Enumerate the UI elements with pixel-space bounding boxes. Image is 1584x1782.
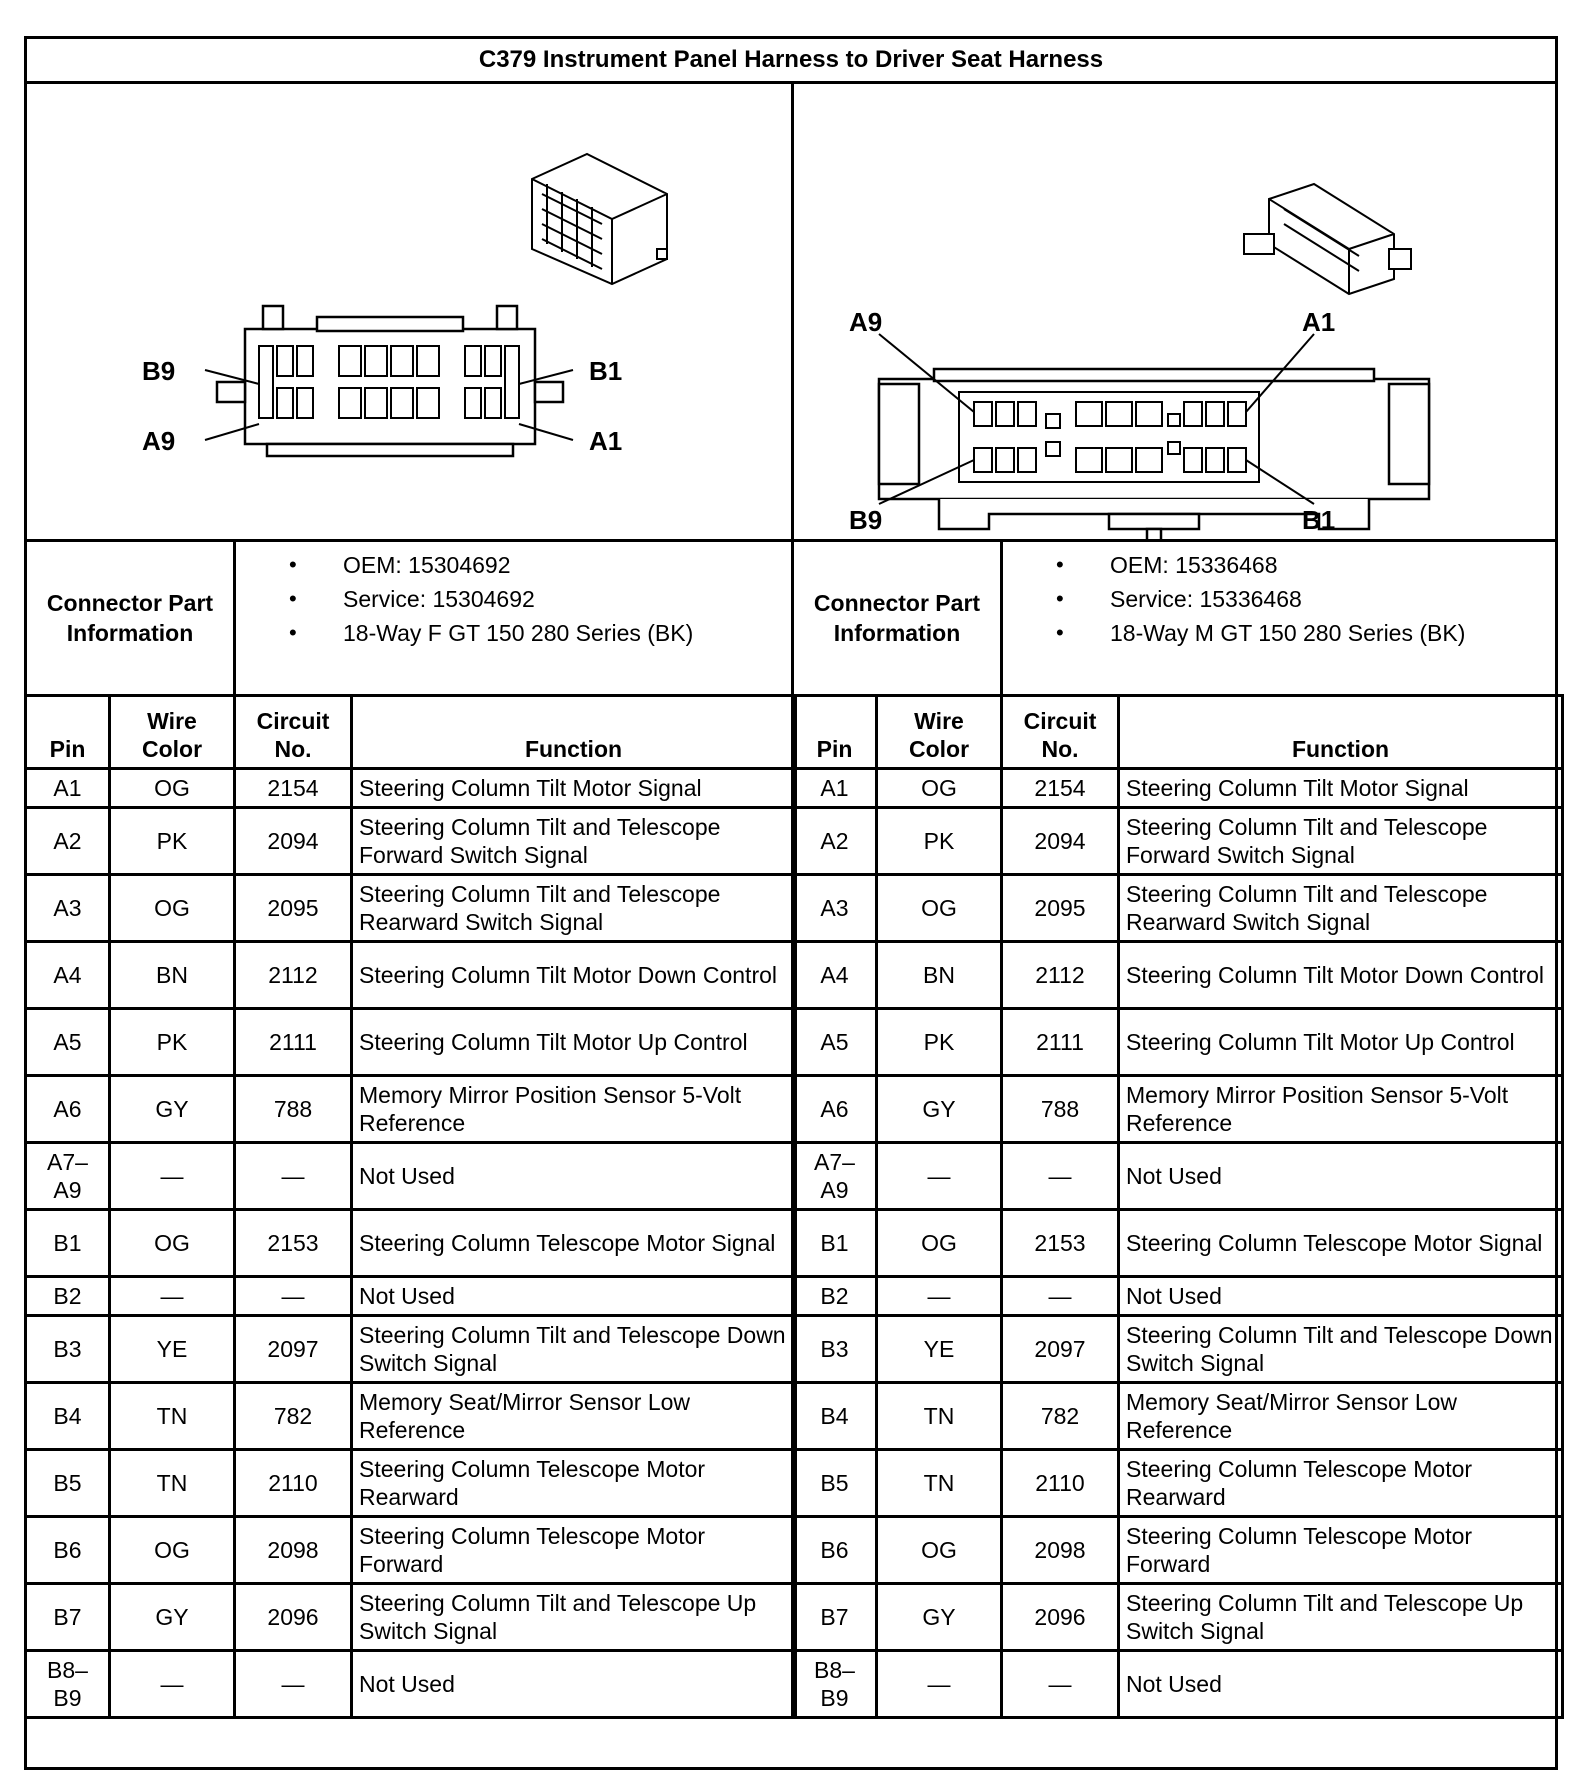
function-cell: Steering Column Tilt and Telescope Forward Switch Signal (1119, 808, 1563, 875)
function-cell: Steering Column Telescope Motor Forward (1119, 1517, 1563, 1584)
wire-color-cell: — (110, 1277, 235, 1316)
wire-color-cell: TN (877, 1383, 1002, 1450)
pin-cell: A2 (26, 808, 110, 875)
pin-label-top-right: A1 (1302, 307, 1336, 337)
circuit-cell: 2096 (235, 1584, 352, 1651)
circuit-cell: 2095 (235, 875, 352, 942)
pin-cell: B3 (793, 1316, 877, 1383)
function-cell: Steering Column Tilt and Telescope Up Switch Signal (352, 1584, 796, 1651)
pin-cell: B6 (793, 1517, 877, 1584)
pin-cell: A7– A9 (793, 1143, 877, 1210)
table-row (26, 769, 796, 808)
connector-drawing-left (27, 84, 794, 539)
pin-cell: B7 (793, 1584, 877, 1651)
circuit-cell: 2153 (235, 1210, 352, 1277)
wire-color-cell: PK (110, 808, 235, 875)
wire-color-cell: YE (877, 1316, 1002, 1383)
circuit-cell: 782 (1002, 1383, 1119, 1450)
circuit-cell: 2097 (1002, 1316, 1119, 1383)
pin-cell: B3 (26, 1316, 110, 1383)
pin-cell: B1 (793, 1210, 877, 1277)
connector-description: • 18-Way M GT 150 280 Series (BK) (1003, 616, 1465, 650)
circuit-cell: 2098 (235, 1517, 352, 1584)
circuit-cell: — (235, 1277, 352, 1316)
table-header-row (793, 696, 1563, 769)
pin-cell: B8– B9 (26, 1651, 110, 1718)
circuit-cell: — (235, 1143, 352, 1210)
table-row (793, 1210, 1563, 1277)
circuit-cell: 2096 (1002, 1584, 1119, 1651)
oem-number: • OEM: 15304692 (236, 548, 693, 582)
connector-face-view (217, 306, 563, 456)
service-number: • Service: 15304692 (236, 582, 693, 616)
circuit-cell: 2095 (1002, 875, 1119, 942)
pin-cell: A4 (793, 942, 877, 1009)
male-connector-illustration (794, 84, 1558, 539)
table-header-row (26, 696, 796, 769)
circuit-cell: 782 (235, 1383, 352, 1450)
wire-color-cell: OG (877, 1210, 1002, 1277)
connector-drawing-right (794, 84, 1558, 539)
pin-cell: A4 (26, 942, 110, 1009)
wire-color-cell: OG (110, 769, 235, 808)
circuit-cell: 2094 (235, 808, 352, 875)
table-row (793, 1009, 1563, 1076)
pin-cell: B4 (793, 1383, 877, 1450)
function-cell: Not Used (1119, 1651, 1563, 1718)
table-row (793, 1517, 1563, 1584)
wire-color-cell: — (110, 1651, 235, 1718)
wire-color-cell: BN (110, 942, 235, 1009)
pin-label-top-left: B9 (142, 356, 176, 386)
circuit-cell: — (1002, 1651, 1119, 1718)
table-row (26, 1009, 796, 1076)
oem-number: • OEM: 15336468 (1003, 548, 1465, 582)
wire-color-cell: OG (110, 875, 235, 942)
circuit-cell: 2154 (1002, 769, 1119, 808)
pin-cell: A1 (26, 769, 110, 808)
function-cell: Memory Mirror Position Sensor 5-Volt Reference (352, 1076, 796, 1143)
table-row (26, 1316, 796, 1383)
circuit-cell: 2094 (1002, 808, 1119, 875)
circuit-cell: 2111 (1002, 1009, 1119, 1076)
pin-cell: B8– B9 (793, 1651, 877, 1718)
table-row (793, 1277, 1563, 1316)
pin-label-bottom-right: B1 (1302, 505, 1336, 535)
pinout-rows (793, 769, 1563, 1718)
col-pin-header: Pin (26, 696, 110, 769)
pinout-table-right (791, 694, 1564, 1719)
circuit-cell: 2098 (1002, 1517, 1119, 1584)
part-info-left (27, 539, 794, 694)
table-row (26, 1584, 796, 1651)
function-cell: Steering Column Telescope Motor Signal (352, 1210, 796, 1277)
circuit-cell: 2112 (1002, 942, 1119, 1009)
function-cell: Steering Column Tilt and Telescope Down Switch Signal (352, 1316, 796, 1383)
female-connector-illustration (27, 84, 791, 539)
wire-color-cell: TN (110, 1383, 235, 1450)
wire-color-cell: TN (110, 1450, 235, 1517)
part-info-list (236, 548, 693, 650)
pin-cell: B5 (26, 1450, 110, 1517)
connector-description: • 18-Way F GT 150 280 Series (BK) (236, 616, 693, 650)
service-number: • Service: 15336468 (1003, 582, 1465, 616)
table-row (793, 1076, 1563, 1143)
col-circuit-header: Circuit No. (235, 696, 352, 769)
table-row (26, 1076, 796, 1143)
col-function-header: Function (352, 696, 796, 769)
function-cell: Steering Column Tilt and Telescope Forward Switch Signal (352, 808, 796, 875)
wire-color-cell: OG (110, 1517, 235, 1584)
table-row (793, 1316, 1563, 1383)
circuit-cell: 788 (1002, 1076, 1119, 1143)
circuit-cell: 2110 (1002, 1450, 1119, 1517)
wire-color-cell: — (877, 1143, 1002, 1210)
part-info-right (794, 539, 1558, 694)
pin-cell: A3 (26, 875, 110, 942)
pin-cell: A2 (793, 808, 877, 875)
table-row (26, 1383, 796, 1450)
function-cell: Steering Column Tilt and Telescope Down Switch Signal (1119, 1316, 1563, 1383)
wire-color-cell: OG (110, 1210, 235, 1277)
table-row (793, 1584, 1563, 1651)
circuit-cell: 788 (235, 1076, 352, 1143)
col-function-header: Function (1119, 696, 1563, 769)
function-cell: Steering Column Tilt Motor Up Control (352, 1009, 796, 1076)
pin-cell: B2 (793, 1277, 877, 1316)
function-cell: Not Used (352, 1143, 796, 1210)
wire-color-cell: PK (877, 808, 1002, 875)
circuit-cell: 2154 (235, 769, 352, 808)
function-cell: Steering Column Telescope Motor Signal (1119, 1210, 1563, 1277)
pin-label-bottom-left: A9 (142, 426, 176, 456)
pinout-table-left (24, 694, 797, 1719)
function-cell: Steering Column Tilt Motor Down Control (1119, 942, 1563, 1009)
pin-cell: A6 (793, 1076, 877, 1143)
pin-cell: B6 (26, 1517, 110, 1584)
pin-cell: B1 (26, 1210, 110, 1277)
wire-color-cell: BN (877, 942, 1002, 1009)
pin-cell: A6 (26, 1076, 110, 1143)
pinout-rows (26, 769, 796, 1718)
wire-color-cell: — (877, 1651, 1002, 1718)
circuit-cell: — (235, 1651, 352, 1718)
function-cell: Not Used (1119, 1277, 1563, 1316)
function-cell: Not Used (1119, 1143, 1563, 1210)
wire-color-cell: OG (877, 769, 1002, 808)
function-cell: Steering Column Telescope Motor Rearward (1119, 1450, 1563, 1517)
connector-3d-view-icon (532, 154, 667, 284)
part-info-label: Connector Part Information (794, 542, 1003, 694)
wire-color-cell: OG (877, 1517, 1002, 1584)
page-title: C379 Instrument Panel Harness to Driver Seat Harness (27, 39, 1555, 84)
wire-color-cell: YE (110, 1316, 235, 1383)
table-row (26, 1143, 796, 1210)
pin-label-bottom-right: A1 (589, 426, 623, 456)
function-cell: Steering Column Telescope Motor Forward (352, 1517, 796, 1584)
wire-color-cell: GY (877, 1584, 1002, 1651)
wire-color-cell: PK (110, 1009, 235, 1076)
table-row (26, 1651, 796, 1718)
table-row (26, 1517, 796, 1584)
col-circuit-header: Circuit No. (1002, 696, 1119, 769)
table-row (793, 1651, 1563, 1718)
pin-cell: B5 (793, 1450, 877, 1517)
circuit-cell: 2110 (235, 1450, 352, 1517)
col-pin-header: Pin (793, 696, 877, 769)
table-row (793, 1450, 1563, 1517)
function-cell: Memory Mirror Position Sensor 5-Volt Reference (1119, 1076, 1563, 1143)
function-cell: Steering Column Tilt and Telescope Rearward Switch Signal (1119, 875, 1563, 942)
function-cell: Memory Seat/Mirror Sensor Low Reference (1119, 1383, 1563, 1450)
pin-label-top-right: B1 (589, 356, 623, 386)
circuit-cell: — (1002, 1143, 1119, 1210)
table-row (793, 808, 1563, 875)
circuit-cell: — (1002, 1277, 1119, 1316)
wire-color-cell: OG (877, 875, 1002, 942)
circuit-cell: 2112 (235, 942, 352, 1009)
function-cell: Steering Column Telescope Motor Rearward (352, 1450, 796, 1517)
function-cell: Steering Column Tilt Motor Signal (352, 769, 796, 808)
wire-color-cell: GY (877, 1076, 1002, 1143)
table-row (26, 942, 796, 1009)
table-row (793, 1383, 1563, 1450)
connector-face-view (879, 369, 1429, 539)
function-cell: Steering Column Tilt and Telescope Up Switch Signal (1119, 1584, 1563, 1651)
pin-cell: A7– A9 (26, 1143, 110, 1210)
table-row (26, 875, 796, 942)
part-info-list (1003, 548, 1465, 650)
col-wire-color-header: Wire Color (877, 696, 1002, 769)
pin-label-top-left: A9 (849, 307, 883, 337)
part-info-label: Connector Part Information (27, 542, 236, 694)
wire-color-cell: GY (110, 1076, 235, 1143)
function-cell: Steering Column Tilt Motor Signal (1119, 769, 1563, 808)
pin-cell: A3 (793, 875, 877, 942)
pin-label-bottom-left: B9 (849, 505, 883, 535)
wire-color-cell: — (877, 1277, 1002, 1316)
function-cell: Not Used (352, 1651, 796, 1718)
wire-color-cell: PK (877, 1009, 1002, 1076)
function-cell: Steering Column Tilt and Telescope Rearward Switch Signal (352, 875, 796, 942)
function-cell: Steering Column Tilt Motor Down Control (352, 942, 796, 1009)
table-row (26, 1210, 796, 1277)
pin-cell: A1 (793, 769, 877, 808)
table-row (793, 942, 1563, 1009)
function-cell: Memory Seat/Mirror Sensor Low Reference (352, 1383, 796, 1450)
wire-color-cell: — (110, 1143, 235, 1210)
pin-cell: B7 (26, 1584, 110, 1651)
circuit-cell: 2097 (235, 1316, 352, 1383)
table-row (26, 1450, 796, 1517)
pin-cell: B2 (26, 1277, 110, 1316)
table-row (793, 1143, 1563, 1210)
wire-color-cell: GY (110, 1584, 235, 1651)
col-wire-color-header: Wire Color (110, 696, 235, 769)
table-row (793, 875, 1563, 942)
table-row (26, 808, 796, 875)
circuit-cell: 2153 (1002, 1210, 1119, 1277)
pin-cell: A5 (793, 1009, 877, 1076)
circuit-cell: 2111 (235, 1009, 352, 1076)
function-cell: Steering Column Tilt Motor Up Control (1119, 1009, 1563, 1076)
wire-color-cell: TN (877, 1450, 1002, 1517)
pin-cell: A5 (26, 1009, 110, 1076)
pin-cell: B4 (26, 1383, 110, 1450)
function-cell: Not Used (352, 1277, 796, 1316)
connector-sheet (24, 36, 1558, 1770)
connector-3d-view-icon (1244, 184, 1411, 294)
table-row (793, 769, 1563, 808)
table-row (26, 1277, 796, 1316)
